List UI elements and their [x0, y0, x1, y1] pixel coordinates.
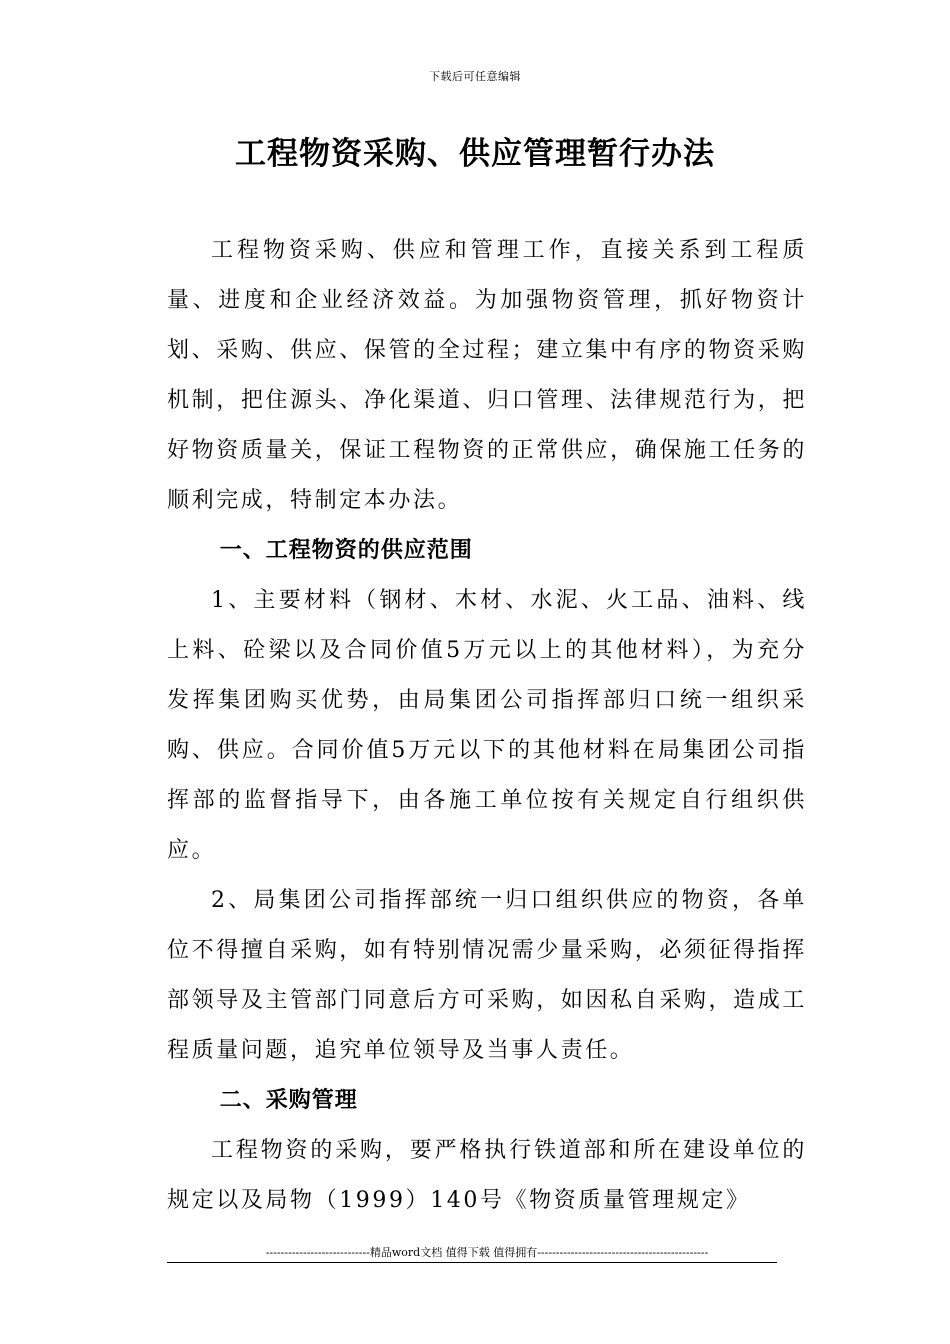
document-body — [167, 226, 807, 1226]
intro-paragraph: 工程物资采购、供应和管理工作，直接关系到工程质量、进度和企业经济效益。为加强物资管理，抓好物资计划、采购、供应、保管的全过程；建立集中有序的物资采购机制，把住源头、净化渠道、归口管理、法律规范行为，把好物资质量关，保证工程物资的正常供应，确保施工任务的顺利完成，特制定本办法。 — [167, 238, 807, 513]
section2-heading: 二、采购管理 — [219, 1088, 358, 1113]
section1-item1: 1、主要材料（钢材、木材、水泥、火工品、油料、线上料、砼梁以及合同价值5万元以上的其他材料），为充分发挥集团购买优势，由局集团公司指挥部归口统一组织采购、供应。合同价值5万元以下的其他材料在局集团公司指挥部的监督指导下，由各施工单位按有关规定自行组织供应。 — [167, 588, 807, 863]
section1-item2: 2、局集团公司指挥部统一归口组织供应的物资，各单位不得擅自采购，如有特别情况需少量采购，必须征得指挥部领导及主管部门同意后方可采购，如因私自采购，造成工程质量问题，追究单位领导及当事人责任。 — [167, 888, 807, 1063]
section1-heading: 一、工程物资的供应范围 — [219, 538, 473, 563]
section2-paragraph1: 工程物资的采购，要严格执行铁道部和所在建设单位的规定以及局物（1999）140号《物资质量管理规定》 — [167, 1138, 807, 1213]
header-note: 下载后可任意编辑 — [429, 70, 521, 83]
document-title: 工程物资采购、供应管理暂行办法 — [235, 136, 715, 172]
footer-divider — [167, 1262, 777, 1263]
footer-text: ----------------------------精品word文档 值得下载 值得拥有---------------------------------------------- — [265, 1246, 709, 1259]
